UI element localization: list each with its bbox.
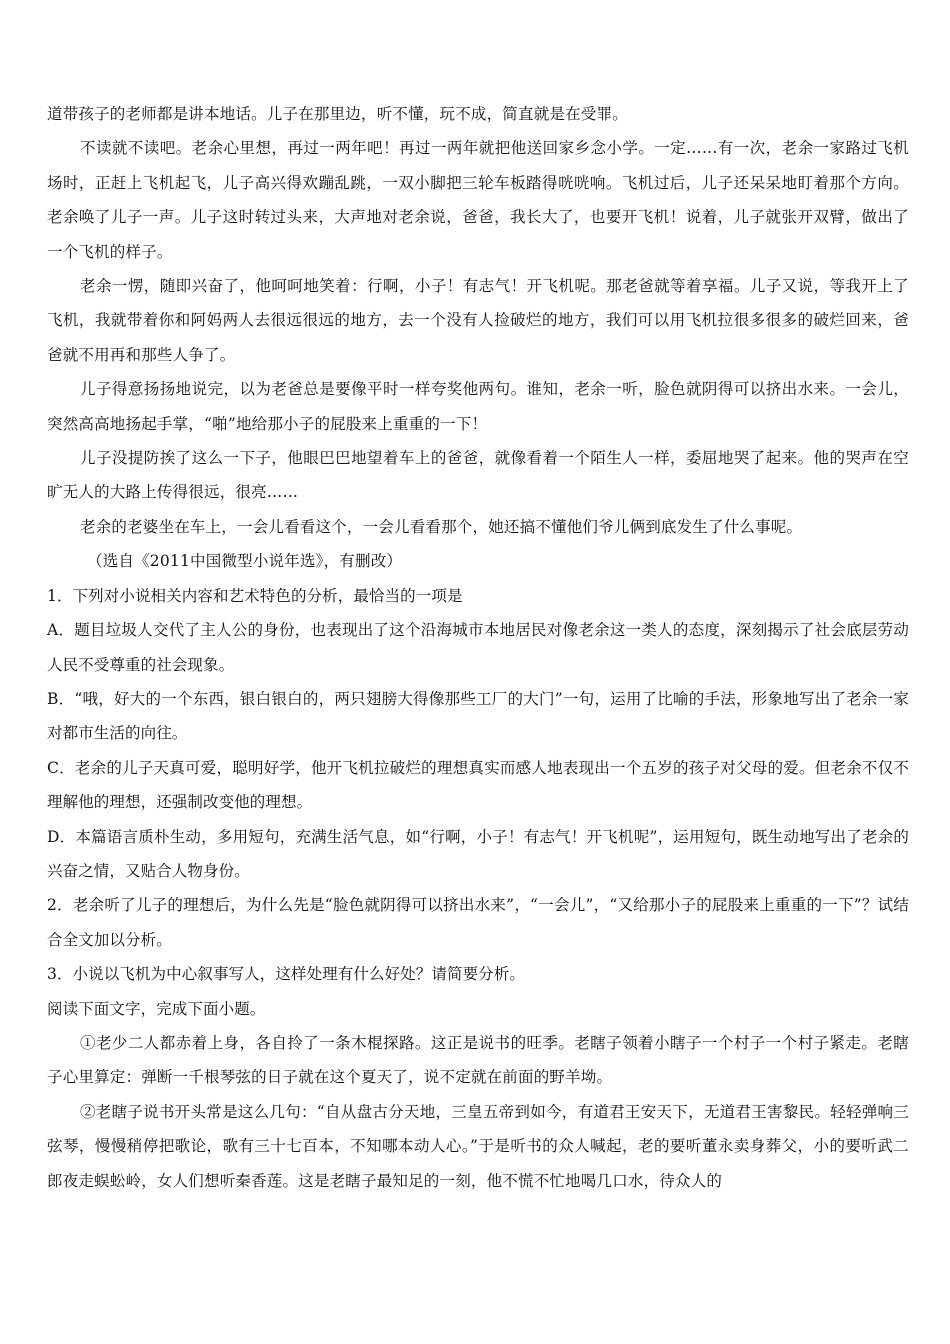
story1-paragraph-4: 儿子得意扬扬地说完，以为老爸总是要像平时一样夸奖他两句。谁知，老余一听，脸色就阴得可以挤出水来。一会儿，突然高高地扬起手掌，“啪”地给那小子的屁股来上重重的一下！ [47,380,909,433]
question-1-option-a: A．题目垃圾人交代了主人公的身份，也表现出了这个沿海城市本地居民对像老余这一类人的态度，深刻揭示了社会底层劳动人民不受尊重的社会现象。 [47,621,909,674]
story1-paragraph-2: 不读就不读吧。老余心里想，再过一两年吧！再过一两年就把他送回家乡念小学。一定……有一次，老余一家路过飞机场时，正赶上飞机起飞，儿子高兴得欢蹦乱跳，一双小脚把三轮车板踏得咣咣响。飞机过后，儿子还呆呆地盯着那个方向。老余唤了儿子一声。儿子这时转过头来，大声地对老余说，爸爸，我长大了，也要开飞机！说着，儿子就张开双臂，做出了一个飞机的样子。 [47,139,909,261]
question-1-option-d: D．本篇语言质朴生动，多用短句，充满生活气息，如“行啊，小子！有志气！开飞机呢”，运用短句，既生动地写出了老余的兴奋之情，又贴合人物身份。 [47,827,909,880]
question-1-stem: 1．下列对小说相关内容和艺术特色的分析，最恰当的一项是 [47,586,463,605]
story2-paragraph-1: ①老少二人都赤着上身，各自拎了一条木棍探路。这正是说书的旺季。老瞎子领着小瞎子一个村子一个村子紧走。老瞎子心里算定：弹断一千根琴弦的日子就在这个夏天了，说不定就在前面的野羊坳。 [47,1033,909,1087]
question-3: 3．小说以飞机为中心叙事写人，这样处理有什么好处？请简要分析。 [47,965,525,984]
story2-paragraph-2: ②老瞎子说书开头常是这么几句：“自从盘古分天地，三皇五帝到如今，有道君王安天下，无道君王害黎民。轻轻弹响三弦琴，慢慢稍停把歌论，歌有三十七百本，不知哪本动人心。”于是听书的众人喊起，老的要听董永卖身葬父，小的要听武二郎夜走蜈蚣岭，女人们想听秦香莲。这是老瞎子最知足的一刻，他不慌不忙地喝几口水，待众人的 [47,1102,909,1190]
story1-source-note: （选自《2011中国微型小说年选》，有删改） [87,552,403,571]
story1-paragraph-6: 老余的老婆坐在车上，一会儿看看这个，一会儿看看那个，她还搞不懂他们爷儿俩到底发生了什么事呢。 [80,517,803,536]
question-1-option-c: C．老余的儿子天真可爱，聪明好学，他开飞机拉破烂的理想真实而感人地表现出一个五岁的孩子对父母的爱。但老余不仅不理解他的理想，还强制改变他的理想。 [47,758,909,812]
question-1-option-b: B．“哦，好大的一个东西，银白银白的，两只翅膀大得像那些工厂的大门”一句，运用了比喻的手法，形象地写出了老余一家对都市生活的向往。 [47,689,909,743]
story1-paragraph-5: 儿子没提防挨了这么一下子，他眼巴巴地望着车上的爸爸，就像看着一个陌生人一样，委屈地哭了起来。他的哭声在空旷无人的大路上传得很远，很亮…… [47,449,909,502]
story1-paragraph-3: 老余一愣，随即兴奋了，他呵呵地笑着：行啊，小子！有志气！开飞机呢。那老爸就等着享福。儿子又说，等我开上了飞机，我就带着你和阿妈两人去很远很远的地方，去一个没有人捡破烂的地方，我们可以用飞机拉很多很多的破烂回来，爸爸就不用再和那些人争了。 [47,277,909,364]
story1-paragraph-1: 道带孩子的老师都是讲本地话。儿子在那里边，听不懂，玩不成，简直就是在受罪。 [47,105,628,123]
document-page [47,97,909,1198]
question-2: 2．老余听了儿子的理想后，为什么先是“脸色就阴得可以挤出水来”，“一会儿”，“又给那小子的屁股来上重重的一下”？试结合全文加以分析。 [47,896,909,949]
story2-intro: 阅读下面文字，完成下面小题。 [47,999,266,1018]
